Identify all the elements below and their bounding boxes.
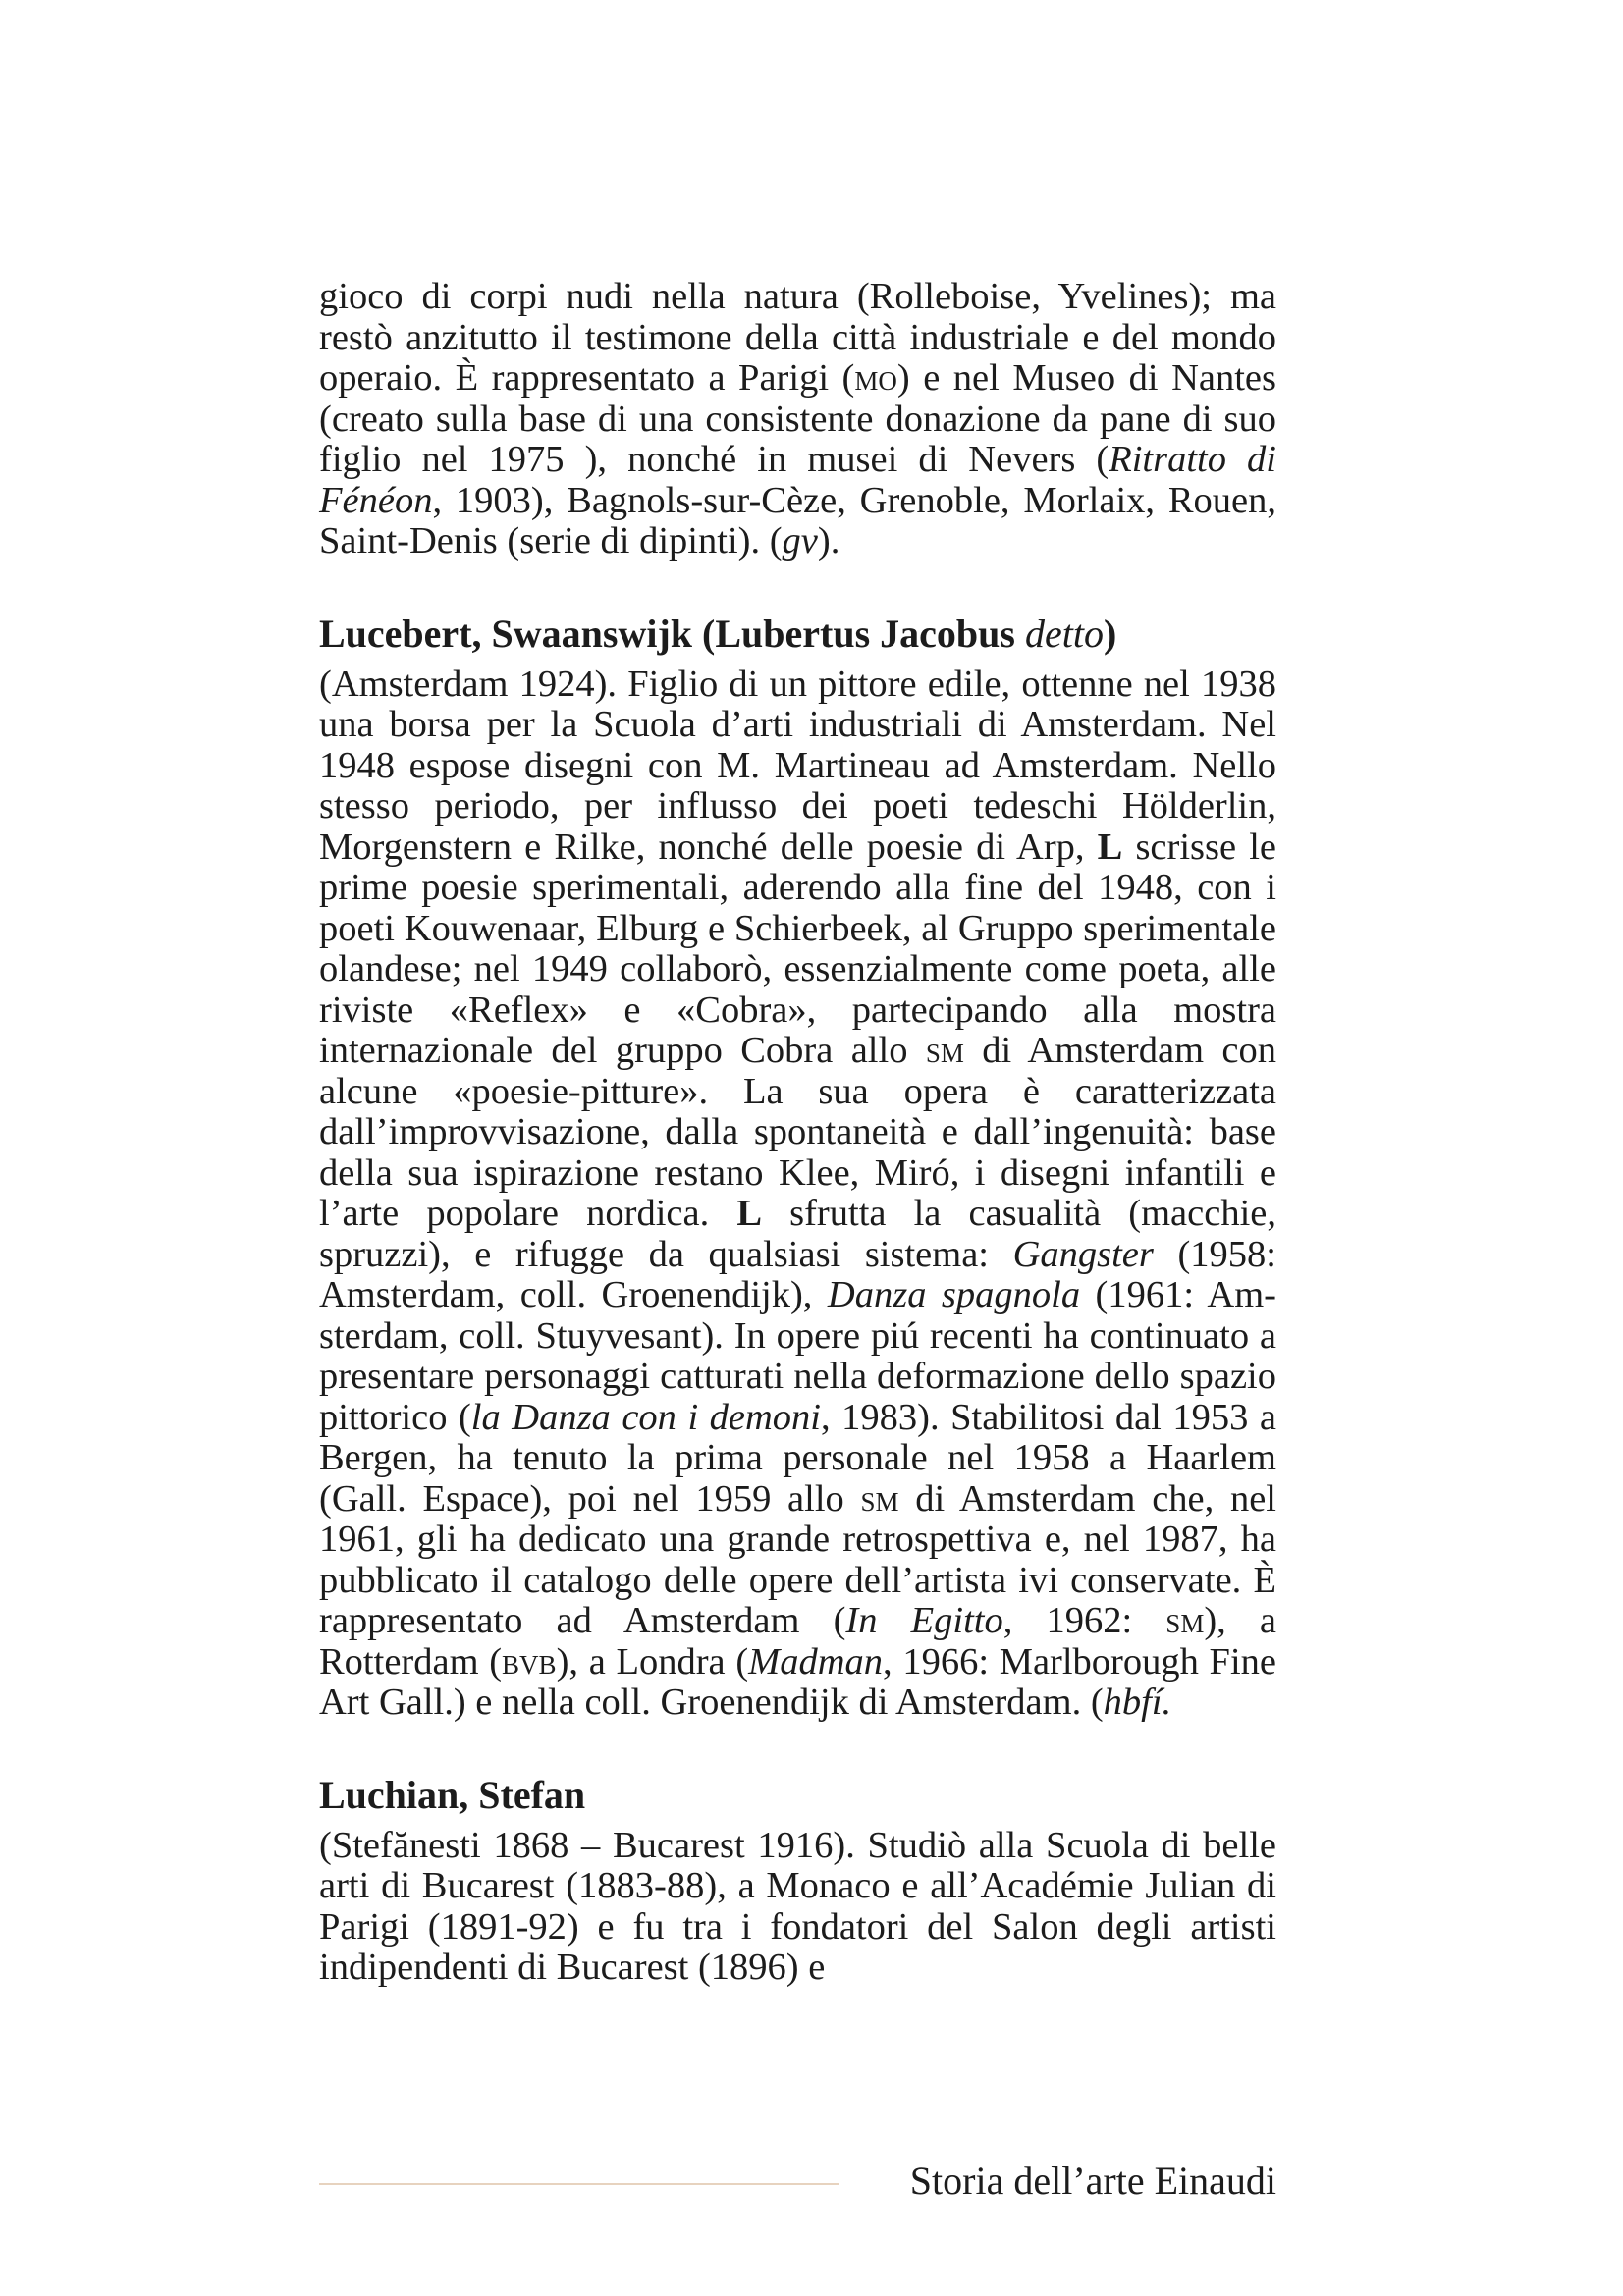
entry-text-segment: scrisse le prime poesie sperimentali, aderendo alla fine del 1948, con i poeti Kouwenaar, Elburg e Schierbeek, al Gruppo sperimentale olandese; nel 1949 collaborò, essenzialmente come poeta, alle riviste «Reflex» e «Cobra», partecipando alla mostra internazionale del gruppo Cobra allo <box>319 826 1276 1071</box>
entry-text-segment: ), a Londra ( <box>556 1640 749 1682</box>
entry-text-segment: (Stefănesti 1868 – Bucarest 1916). Studiò alla Scuola di belle arti di Bucarest (1883-88), a Monaco e all’Académie Julian di Parigi (1891-92) e fu tra i fondatori del Salon degli artisti indipendenti di Bucarest (1896) e <box>319 1824 1276 1988</box>
entry-text-segment: , 1966: Marlborough Fine Art Gall.) e nella coll. Groenendijk di Amsterdam. ( <box>319 1640 1277 1723</box>
entry-text-segment: (1958: Amsterdam, coll. Groenendijk), <box>319 1233 1276 1315</box>
text-column <box>319 277 1276 1989</box>
entry-body-lucebert <box>319 665 1276 1724</box>
footer-rule <box>319 2183 839 2185</box>
entry-text-segment: (1961: Amsterdam, coll. Stuyvesant). In opere piú recenti ha continuato a presentare personaggi catturati nella deformazione dello spazio pittorico ( <box>319 1274 1276 1438</box>
entry-text-segment: di Amsterdam che, nel 1961, gli ha dedicato una grande retrospettiva e, nel 1987, ha pubblicato il catalogo delle opere dell’artista ivi conservate. È rappresentato ad Amsterdam ( <box>319 1477 1277 1641</box>
entry-text-segment: , 1962: <box>1002 1600 1166 1641</box>
entry-text-segment: In Egitto <box>845 1600 1003 1641</box>
entry-text-segment: di Amsterdam con alcune «poesie-pitture». La sua opera è caratterizzata dall’improvvisazione, dalla spontaneità e dall’ingenuità: base della sua ispirazione restano Klee, Miró, i disegni infantili e l’arte popolare nordica. <box>319 1030 1276 1234</box>
entry-text-segment: hbfí. <box>1103 1682 1172 1723</box>
entry-text-segment: bvb <box>502 1640 557 1682</box>
entry-text-segment: sm <box>925 1030 964 1071</box>
entry-text-segment: , 1983). Stabilitosi dal 1953 a Bergen, ha tenuto la prima personale nel 1958 a Haarlem (Gall. Espace), poi nel 1959 allo <box>319 1396 1276 1520</box>
entry-text-segment: (Amsterdam 1924). Figlio di un pittore edile, ottenne nel 1938 una borsa per la Scuola d’arti industriali di Amsterdam. Nel 1948 espose disegni con M. Martineau ad Amsterdam. Nello stesso periodo, per influsso dei poeti tedeschi Hölderlin, Morgenstern e Rilke, nonché delle poesie di Arp, <box>319 663 1276 868</box>
footer-publication-title: Storia dell’arte Einaudi <box>909 2159 1276 2203</box>
entry-text-segment: sm <box>1165 1600 1205 1641</box>
entry-heading-luchian: Luchian, Stefan <box>319 1772 586 1817</box>
entry-text-segment: Danza spagnola <box>827 1274 1081 1315</box>
entry-text-segment: Madman <box>748 1640 884 1682</box>
entry-text-segment: L <box>736 1193 763 1234</box>
entry-text-segment: L <box>1097 826 1123 868</box>
continuation-paragraph: gioco di corpi nudi nella natura (Rolleboise, Yvelines); ma restò anzitutto il testimone della città industriale e del mondo operaio. È rappresentato a Parigi (mo) e nel Museo di Nantes (creato sulla base di una consistente donazione da pane di suo figlio nel 1975 ), nonché in musei di Nevers (Ritratto di Fénéon, 1903), Bagnols-sur-Cèze, Grenoble, Morlaix, Rouen, Saint-Denis (serie di dipinti). (gv). <box>319 276 1276 561</box>
entry-text-segment: la Danza con i demoni <box>470 1396 822 1438</box>
entry-body-luchian <box>319 1826 1276 1989</box>
entry-text-segment: ), a Rotterdam ( <box>319 1600 1276 1682</box>
entry-text-segment: sm <box>860 1477 899 1520</box>
entry-text-segment: Gangster <box>1012 1233 1154 1275</box>
entry-text-segment: sfrutta la casualità (macchie, spruzzi), e rifugge da qualsiasi sistema: <box>319 1193 1276 1275</box>
entry-heading-lucebert: Lucebert, Swaanswijk (Lubertus Jacobus detto) <box>319 611 1117 656</box>
